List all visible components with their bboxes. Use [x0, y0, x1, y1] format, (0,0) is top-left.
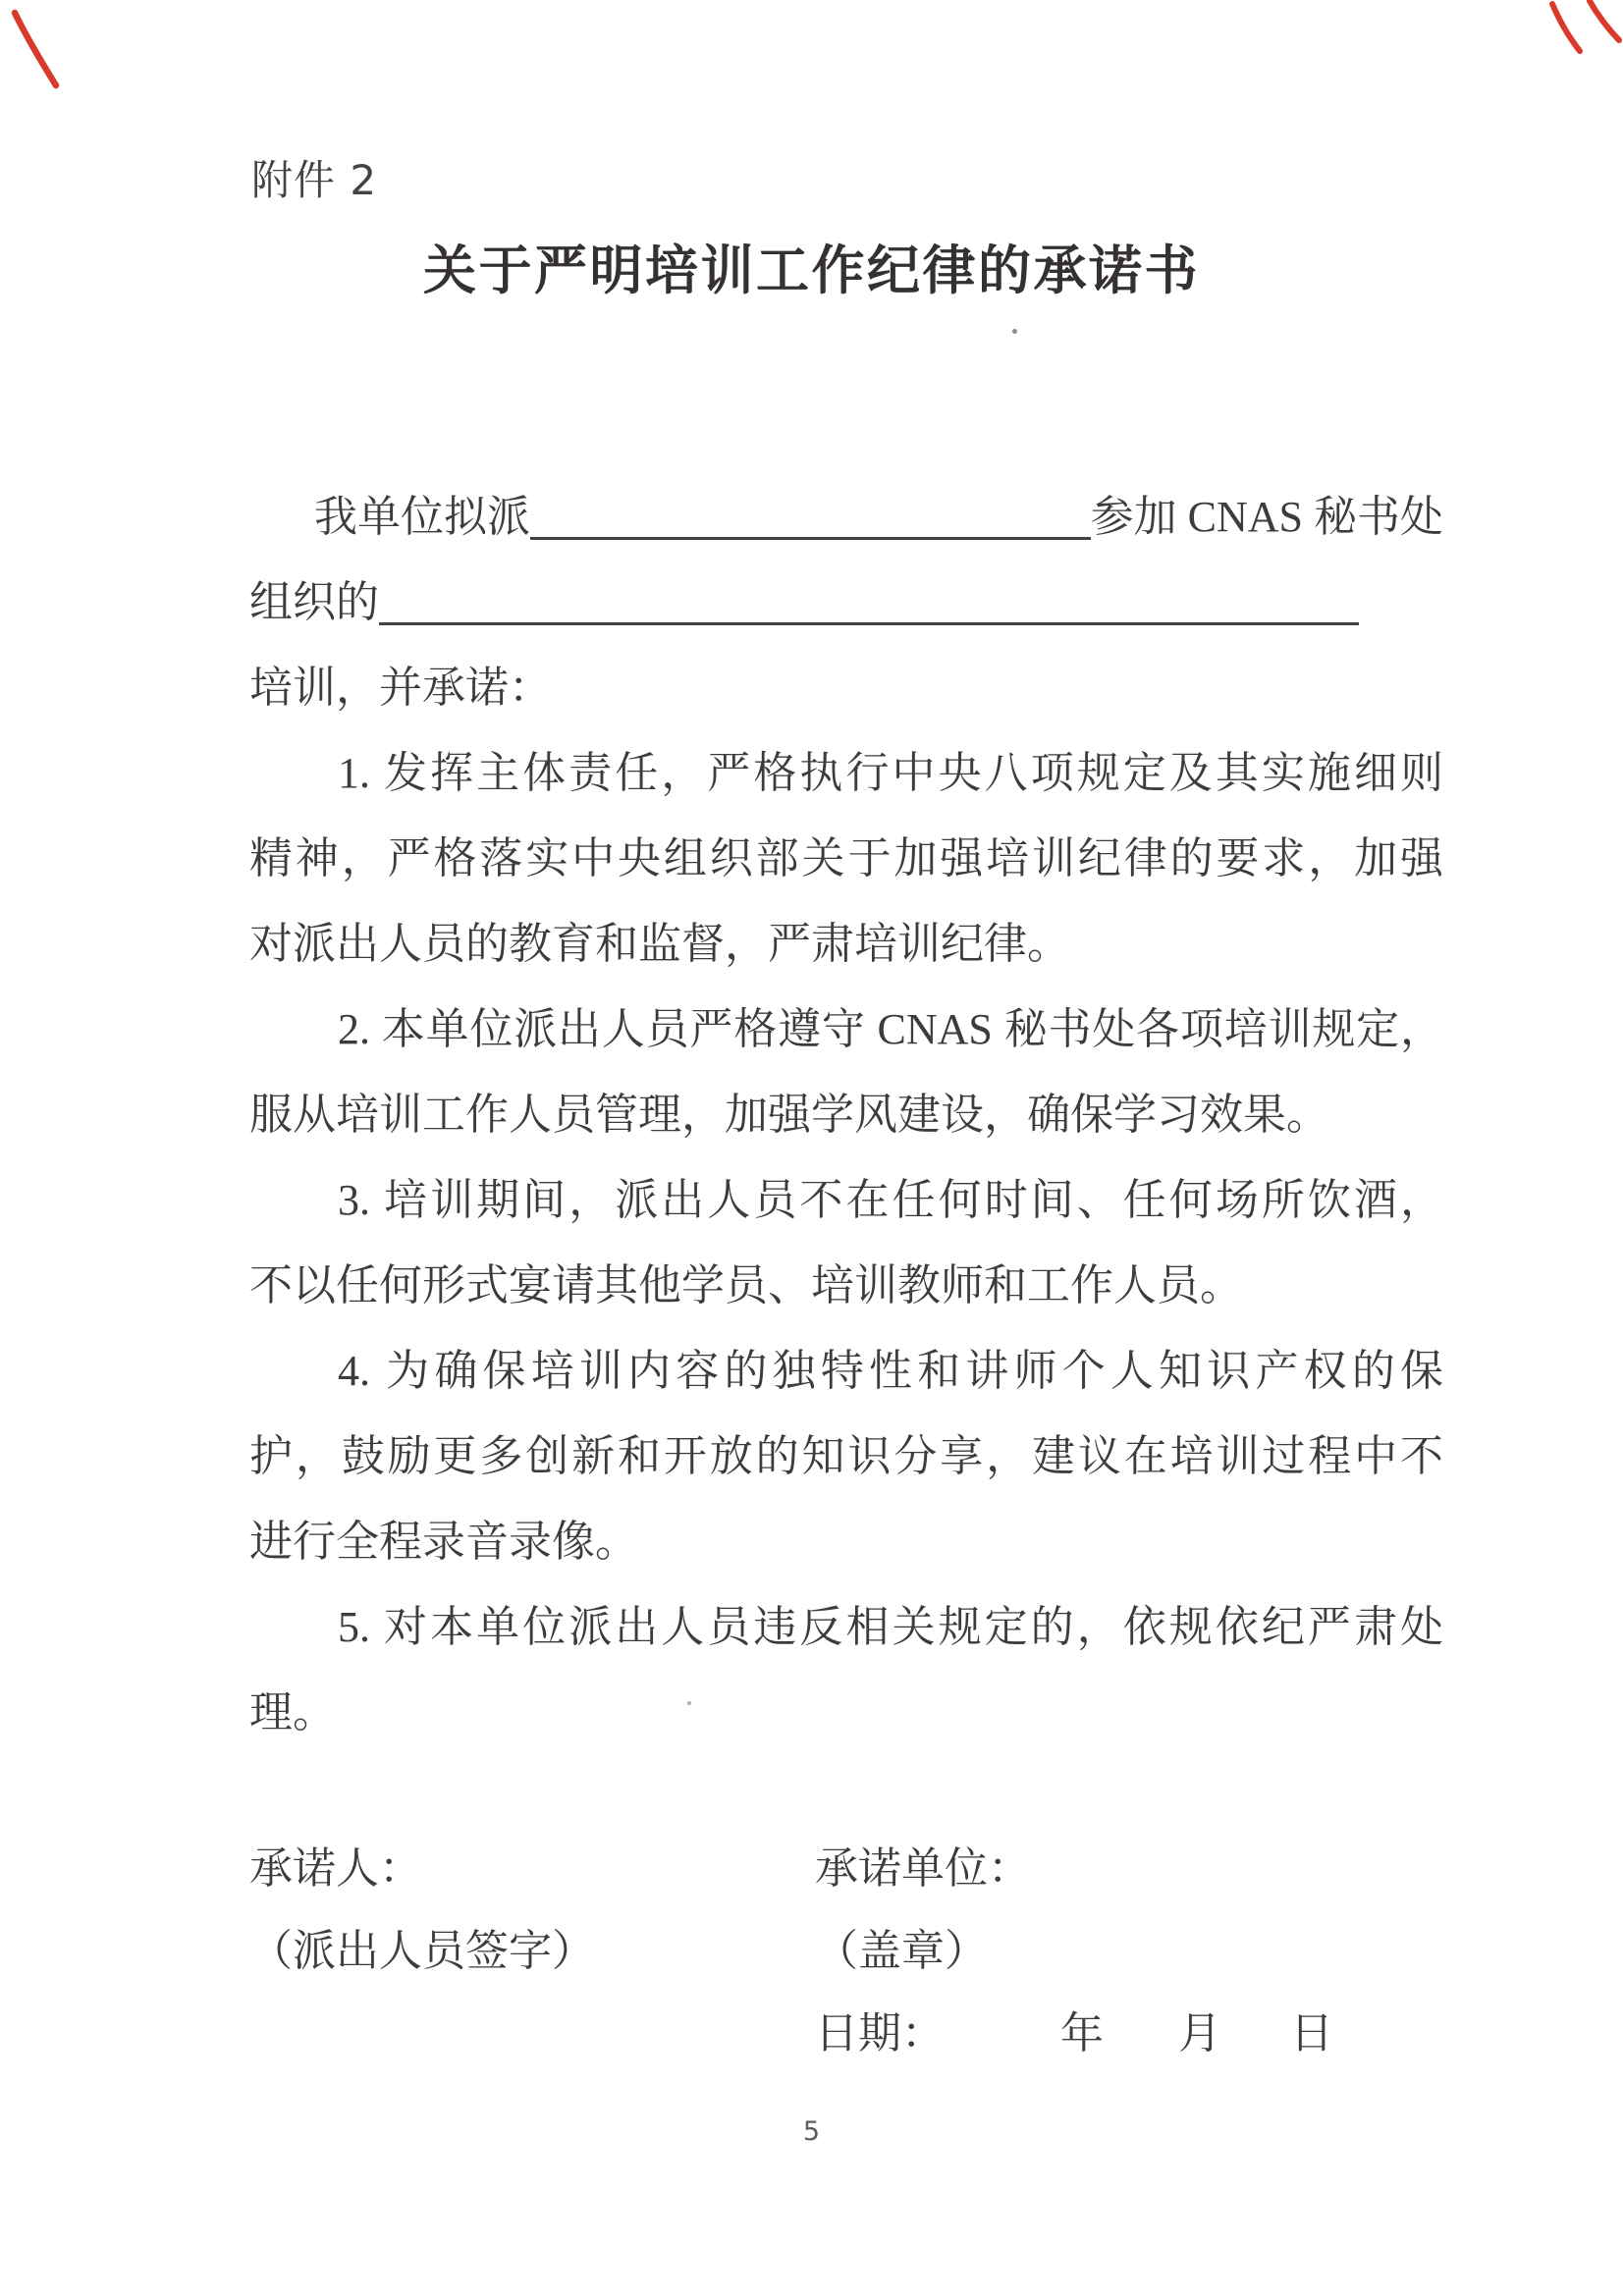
line1-prefix: 我单位拟派	[314, 493, 530, 541]
item-4-line-3: 进行全程录音录像。	[249, 1518, 638, 1566]
item-4-line-2: 护，鼓励更多创新和开放的知识分享，建议在培训过程中不	[249, 1432, 1443, 1480]
item-3-line-1: 3. 培训期间，派出人员不在任何时间、任何场所饮酒，	[338, 1176, 1443, 1224]
red-ink-stroke-right-1	[1552, 4, 1580, 51]
item-1-line-2: 精神，严格落实中央组织部关于加强培训纪律的要求，加强	[249, 834, 1443, 882]
item-2-line-2: 服从培训工作人员管理，加强学风建设，确保学习效果。	[249, 1091, 1329, 1139]
fill-in-blank-personnel	[530, 488, 1091, 540]
document-title: 关于严明培训工作纪律的承诺书	[423, 240, 1200, 301]
item-2-line-1: 2. 本单位派出人员严格遵守 CNAS 秘书处各项培训规定，	[338, 1005, 1443, 1053]
signature-block-unit	[815, 1840, 1333, 2087]
promiser-label: 承诺人：	[249, 1844, 422, 1893]
red-ink-stroke-right-2	[1590, 1, 1619, 40]
fill-in-line-unit	[249, 488, 1443, 573]
item-4-line-1: 4. 为确保培训内容的独特性和讲师个人知识产权的保	[338, 1347, 1443, 1395]
line2-prefix: 组织的	[249, 578, 379, 626]
signature-block-person	[249, 1840, 595, 2004]
paragraph-line: 培训，并承诺：	[249, 664, 552, 712]
fill-in-line-training	[249, 573, 1443, 659]
date-unit-year: 年	[1060, 2009, 1104, 2057]
scan-speck	[1012, 329, 1017, 334]
fill-in-blank-training-name	[379, 573, 1359, 625]
date-unit-month: 月	[1178, 2009, 1221, 2057]
line1-suffix: 参加 CNAS 秘书处	[1090, 493, 1443, 541]
date-unit-day: 日	[1290, 2009, 1333, 2057]
date-label: 日期：	[815, 2009, 945, 2057]
document-body	[249, 488, 1443, 1769]
item-3-line-2: 不以任何形式宴请其他学员、培训教师和工作人员。	[249, 1261, 1243, 1309]
item-5-line-2: 理。	[249, 1688, 336, 1736]
unit-label: 承诺单位：	[815, 1844, 1031, 1893]
item-1-line-3: 对派出人员的教育和监督，严肃培训纪律。	[249, 920, 1070, 968]
item-5-line-1: 5. 对本单位派出人员违反相关规定的，依规依纪严肃处	[338, 1603, 1443, 1651]
promiser-note: （派出人员签字）	[249, 1927, 595, 1975]
item-1-line-1: 1. 发挥主体责任，严格执行中央八项规定及其实施细则	[338, 749, 1443, 797]
unit-note: （盖章）	[815, 1927, 988, 1975]
red-ink-stroke-left	[15, 13, 56, 85]
page-number: 5	[802, 2116, 821, 2147]
attachment-label: 附件 2	[251, 156, 378, 204]
date-line	[815, 2004, 1333, 2063]
red-ink-scan-marks	[0, 0, 1623, 118]
